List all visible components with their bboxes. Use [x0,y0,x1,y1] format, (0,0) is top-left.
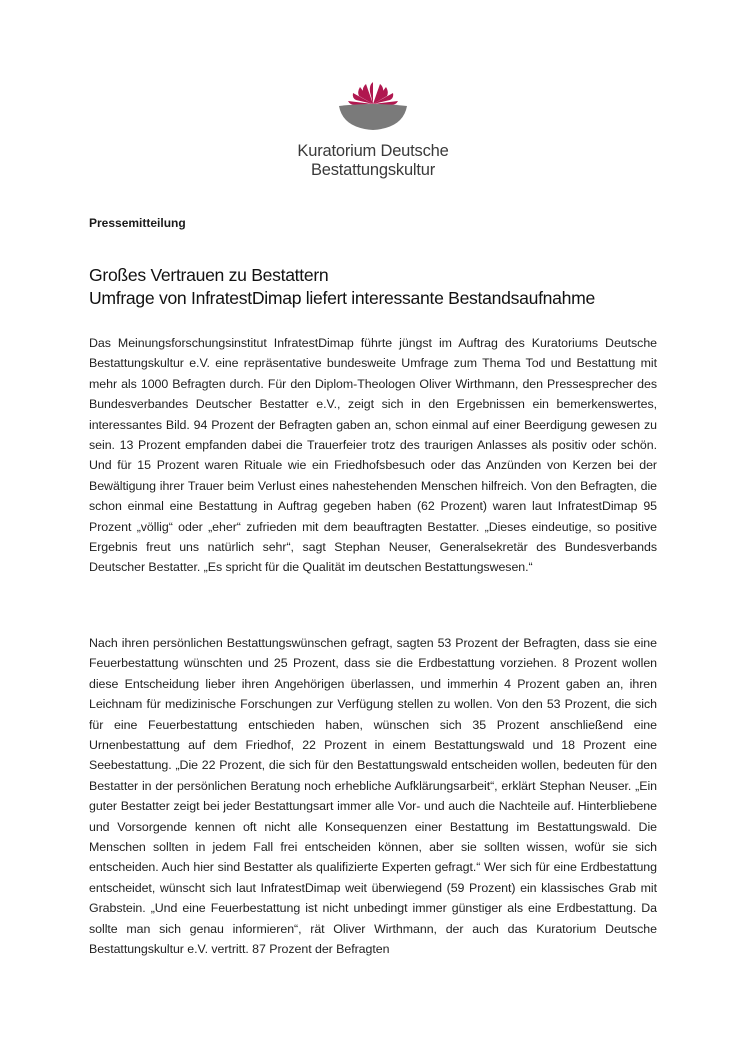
organization-name-line1: Kuratorium Deutsche [297,142,449,160]
headline-subtitle: Umfrage von InfratestDimap liefert interessante Bestandsaufnahme [89,288,595,308]
fan-bowl-emblem-icon [333,82,413,132]
headline-title: Großes Vertrauen zu Bestattern [89,265,329,285]
organization-logo [0,82,746,180]
body-paragraph-1: Das Meinungsforschungsinstitut InfratestDimap führte jüngst im Auftrag des Kuratoriums Deutsche Bestattungskultur e.V. eine repräsentative bundesweite Umfrage zum Thema Tod und Bestattung mit mehr als 1000 Befragten durch. Für den Diplom-Theologen Oliver Wirthmann, den Pressesprecher des Bundesverbandes Deutscher Bestatter e.V., zeigt sich in den Ergebnissen ein bemerkenswertes, interessantes Bild. 94 Prozent der Befragten gaben an, schon einmal auf einer Beerdigung gewesen zu sein. 13 Prozent empfanden dabei die Trauerfeier trotz des traurigen Anlasses als positiv oder schön. Und für 15 Prozent waren Rituale wie ein Friedhofsbesuch oder das Anzünden von Kerzen bei der Bewältigung ihrer Trauer beim Verlust eines nahestehenden Menschen hilfreich. Von den Befragten, die schon einmal eine Bestattung in Auftrag gegeben haben (62 Prozent) waren laut InfratestDimap 95 Prozent „völlig“ oder „eher“ zufrieden mit dem beauftragten Bestatter. „Dieses eindeutige, so positive Ergebnis freut uns natürlich sehr“, sagt Stephan Neuser, Generalsekretär des Bundesverbands Deutscher Bestatter. „Es spricht für die Qualität im deutschen Bestattungswesen.“ [89,336,657,575]
document-type-label: Pressemitteilung [89,216,186,230]
headline [89,264,689,310]
organization-name [0,142,746,180]
organization-name-line2: Bestattungskultur [310,161,436,179]
body-paragraph-2: Nach ihren persönlichen Bestattungswünschen gefragt, sagten 53 Prozent der Befragten, dass sie eine Feuerbestattung wünschten und 25 Prozent, dass sie die Erdbestattung vorziehen. 8 Prozent wollen diese Entscheidung lieber ihren Angehörigen überlassen, und immerhin 4 Prozent gaben an, ihren Leichnam für medizinische Forschungen zur Verfügung stellen zu wollen. Von den 53 Prozent, die sich für eine Feuerbestattung entschieden haben, wünschen sich 35 Prozent anschließend eine Urnenbestattung auf dem Friedhof, 22 Prozent in einem Bestattungswald und 18 Prozent eine Seebestattung. „Die 22 Prozent, die sich für den Bestattungswald entscheiden wollen, bedeuten für den Bestatter in der persönlichen Beratung noch erhebliche Aufklärungsarbeit“, erklärt Stephan Neuser. „Ein guter Bestatter zeigt bei jeder Bestattungsart immer alle Vor- und auch die Nachteile auf. Hinterbliebene und Vorsorgende kennen oft nicht alle Konsequenzen einer Bestattung im Bestattungswald. Die Menschen sollten in jedem Fall frei entscheiden können, aber sie sollten wissen, wofür sie sich entscheiden. Auch hier sind Bestatter als qualifizierte Experten gefragt.“ Wer sich für eine Erdbestattung entscheidet, wünscht sich laut InfratestDimap weit überwiegend (59 Prozent) ein klassisches Grab mit Grabstein. „Und eine Feuerbestattung ist nicht unbedingt immer günstiger als eine Erdbestattung. Da sollte man sich genau informieren“, rät Oliver Wirthmann, der auch das Kuratorium Deutsche Bestattungskultur e.V. vertritt. 87 Prozent der Befragten [89,636,657,957]
